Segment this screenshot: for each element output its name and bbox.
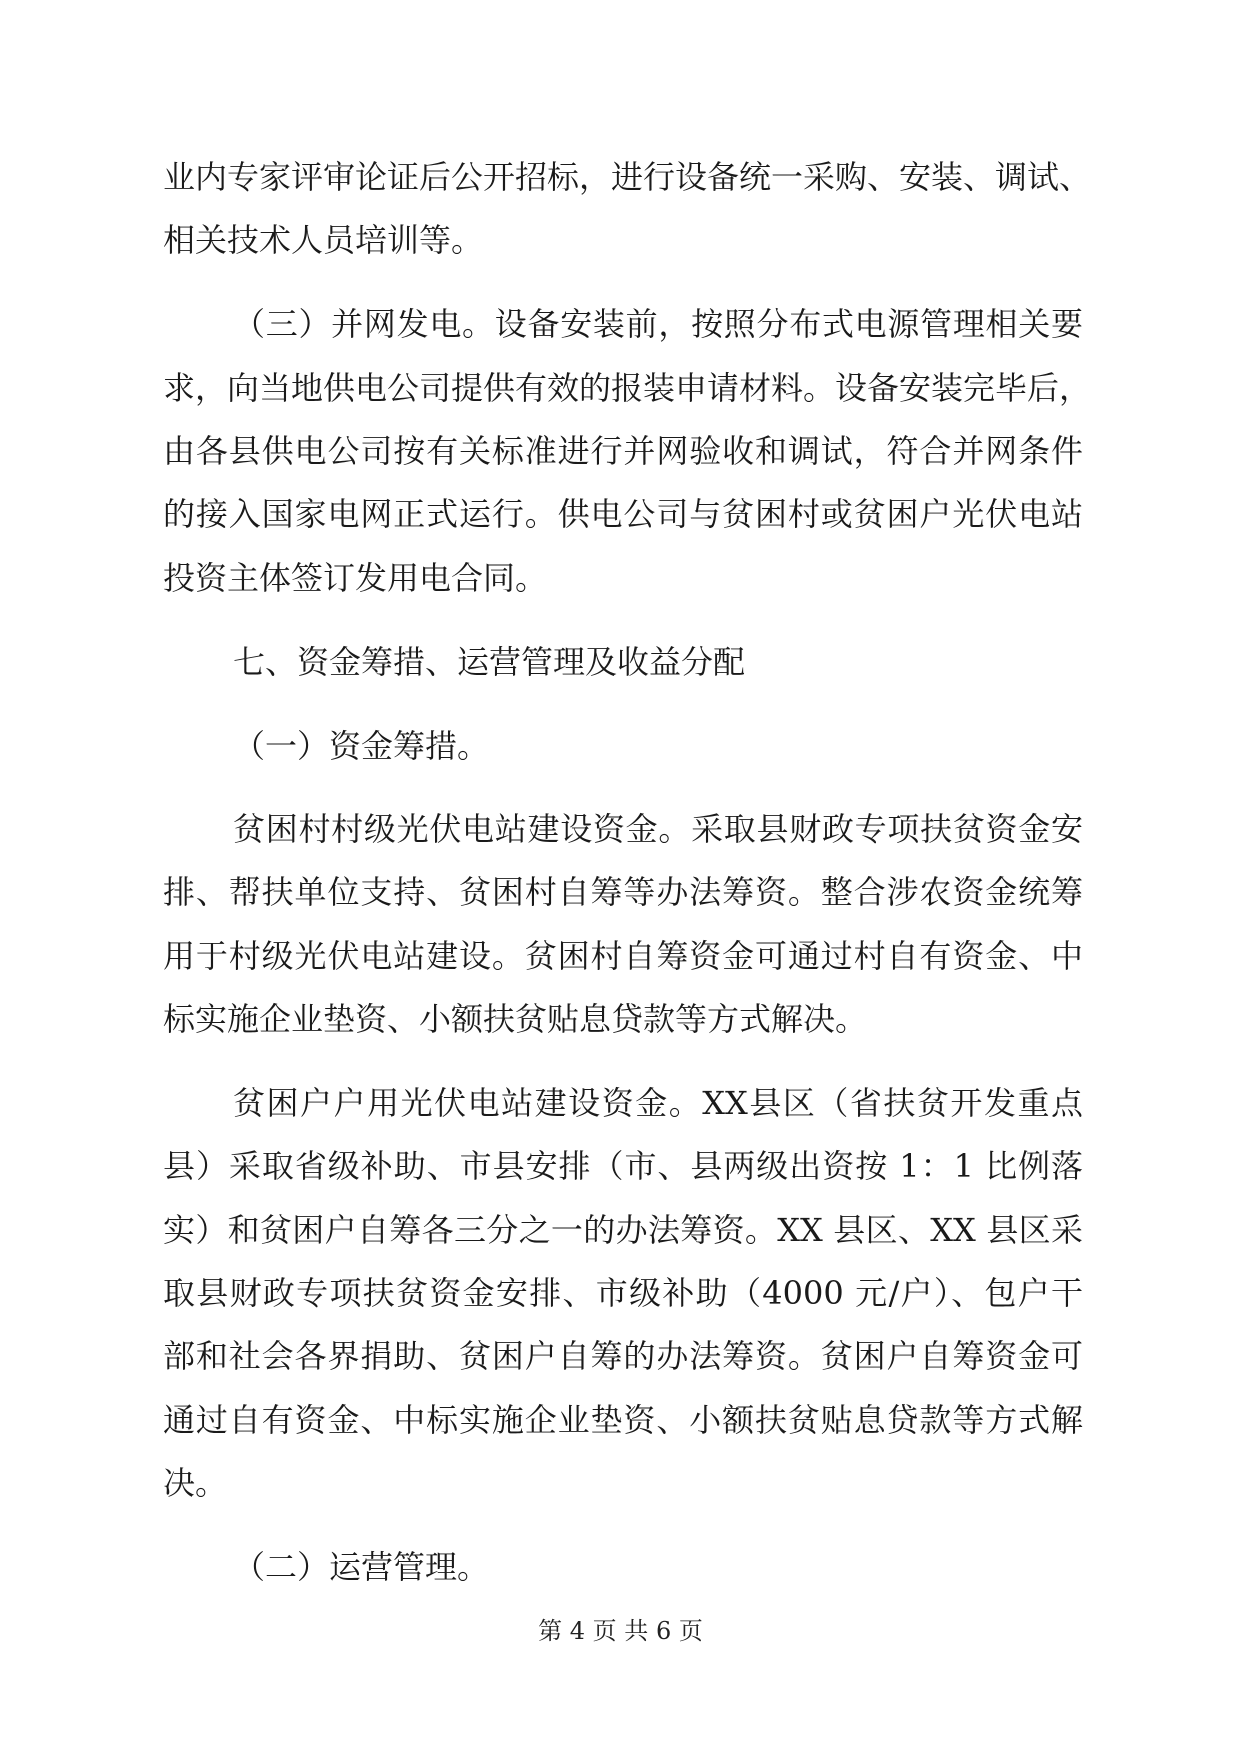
text-line: 用于村级光伏电站建设。贫困村自筹资金可通过村自有资金、中: [163, 937, 1083, 975]
text-line: 业内专家评审论证后公开招标，进行设备统一采购、安装、调试、: [163, 158, 1092, 196]
text-line: 取县财政专项扶贫资金安排、市级补助（4000 元/户）、包户干: [163, 1274, 1083, 1312]
text-line: 通过自有资金、中标实施企业垫资、小额扶贫贴息贷款等方式解: [163, 1401, 1083, 1439]
text-line: 决。: [163, 1464, 228, 1502]
text-line: 县）采取省级补助、市县安排（市、县两级出资按 1：1 比例落: [163, 1147, 1083, 1185]
text-line: 部和社会各界捐助、贫困户自筹的办法筹资。贫困户自筹资金可: [163, 1337, 1083, 1375]
text-line: 投资主体签订发用电合同。: [163, 559, 548, 597]
text-line: （二）运营管理。: [233, 1548, 490, 1586]
page-footer: 第 4 页 共 6 页: [538, 1617, 703, 1645]
text-line: 贫困户户用光伏电站建设资金。XX县区（省扶贫开发重点: [233, 1084, 1083, 1122]
text-line: 相关技术人员培训等。: [163, 221, 484, 259]
text-line: 贫困村村级光伏电站建设资金。采取县财政专项扶贫资金安: [233, 810, 1083, 848]
text-line: 的接入国家电网正式运行。供电公司与贫困村或贫困户光伏电站: [163, 495, 1083, 533]
text-line: 七、资金筹措、运营管理及收益分配: [233, 643, 746, 681]
text-line: 标实施企业垫资、小额扶贫贴息贷款等方式解决。: [163, 1000, 868, 1038]
text-line: 由各县供电公司按有关标准进行并网验收和调试，符合并网条件: [163, 432, 1083, 470]
text-line: 排、帮扶单位支持、贫困村自筹等办法筹资。整合涉农资金统筹: [163, 873, 1083, 911]
text-line: （一）资金筹措。: [233, 727, 490, 765]
text-line: 求，向当地供电公司提供有效的报装申请材料。设备安装完毕后，: [163, 369, 1092, 407]
text-line: （三）并网发电。设备安装前，按照分布式电源管理相关要: [233, 305, 1083, 343]
text-line: 实）和贫困户自筹各三分之一的办法筹资。XX 县区、XX 县区采: [163, 1211, 1083, 1249]
